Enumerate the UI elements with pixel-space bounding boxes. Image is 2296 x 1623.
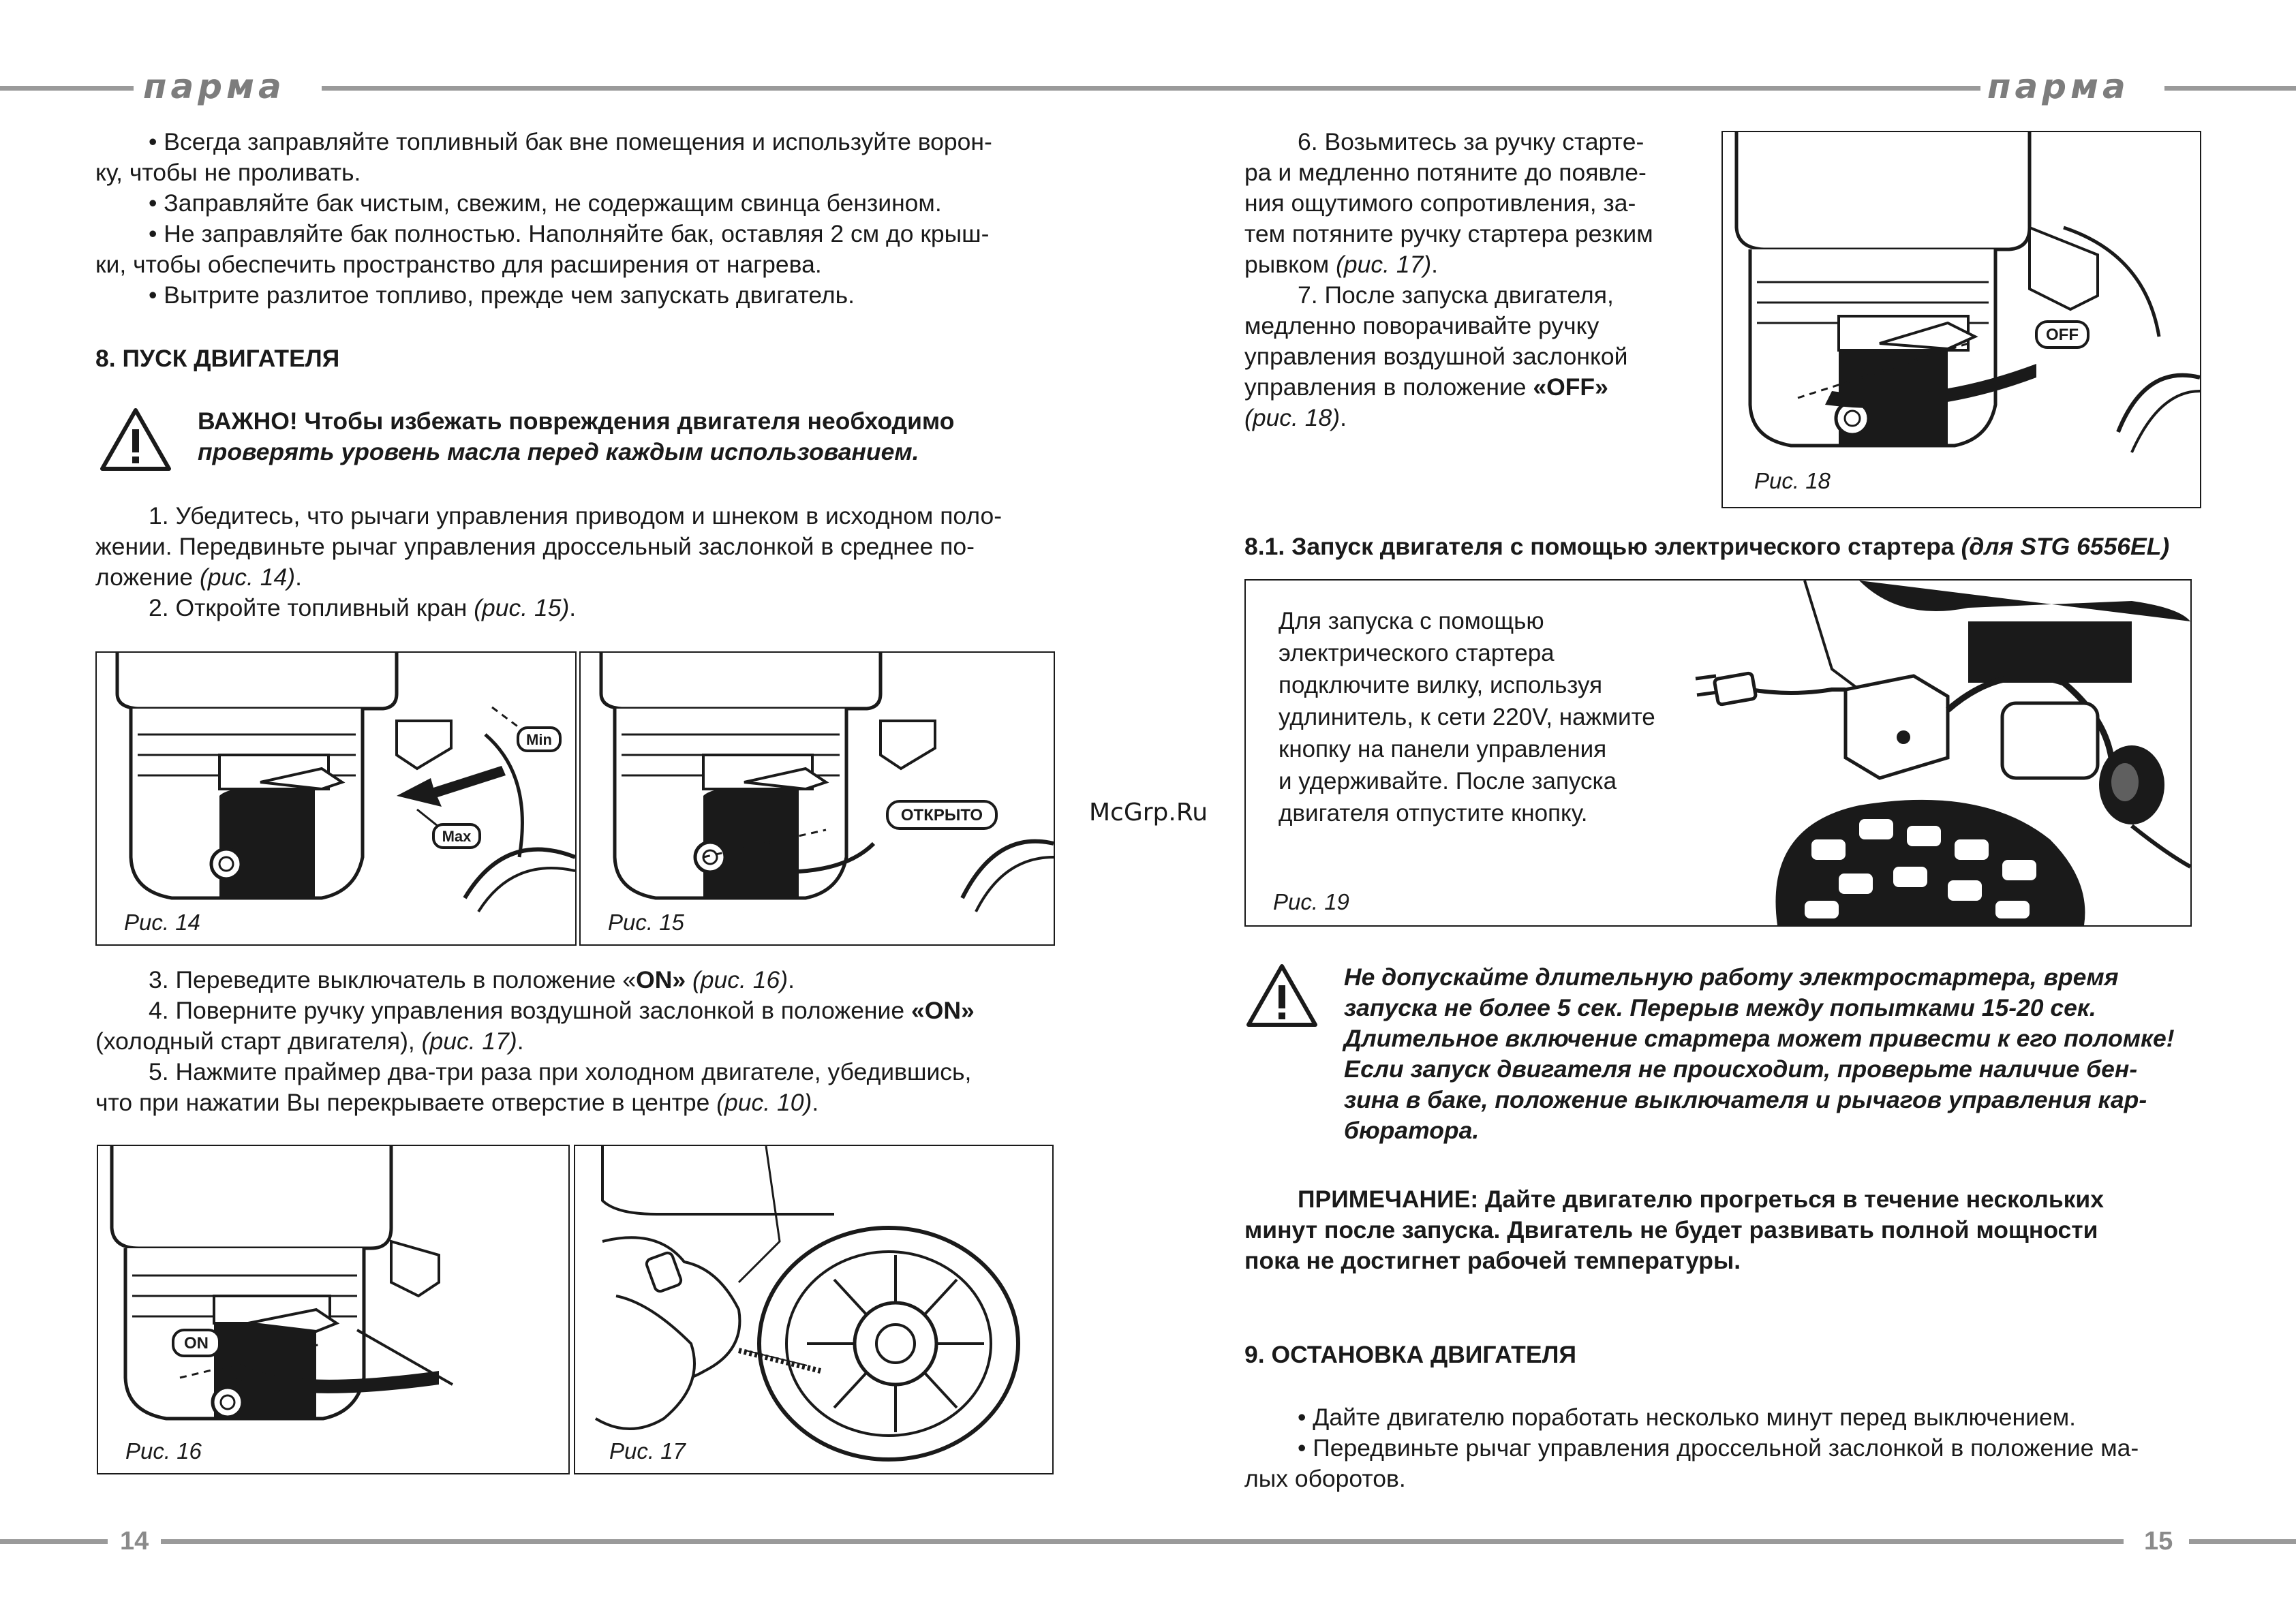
watermark: McGrp.Ru — [1089, 799, 1208, 826]
header-rule-right-b — [2164, 86, 2296, 91]
step-line: (холодный старт двигателя), (рис. 17). — [95, 1027, 524, 1055]
warning-line-2: проверять уровень масла перед каждым использованием. — [198, 438, 919, 465]
step-line: 2. Откройте топливный кран (рис. 15). — [149, 594, 577, 621]
step-line: ложение (рис. 14). — [95, 563, 302, 591]
header-rule-left-b — [322, 86, 1148, 91]
figure-19-caption: Рис. 19 — [1273, 889, 1349, 914]
text-line: электрического стартера — [1279, 640, 1555, 666]
step-line: (рис. 18). — [1244, 404, 1347, 431]
step-line: управления воздушной заслонкой — [1244, 343, 1628, 370]
note-block: ПРИМЕЧАНИЕ: Дайте двигателю прогреться в течение нескольких минут после запуска. Двигатель не будет развивать полной мощности пока не достигнет рабочей температуры. — [1244, 1186, 2104, 1274]
section-9-bullets — [1244, 1402, 2189, 1494]
step-line: рывком (рис. 17). — [1244, 251, 1439, 278]
label-open: ОТКРЫТО — [900, 806, 983, 824]
right-page — [1148, 0, 2296, 1623]
text-line: удлинитель, к сети 220V, нажмите — [1279, 704, 1655, 730]
figure-14-caption: Рис. 14 — [124, 910, 200, 935]
header-rule-left-a — [0, 86, 134, 91]
step-line: 4. Поверните ручку управления воздушной заслонкой в положение «ON» — [149, 997, 975, 1024]
page-number-15: 15 — [2144, 1527, 2173, 1556]
recoil-starter-illustration — [575, 1146, 1052, 1473]
step-line: 6. Возьмитесь за ручку стартe- — [1298, 128, 1644, 155]
step-line: тем потяните ручку стартера резким — [1244, 220, 1653, 247]
step-line: ния ощутимого сопротивления, за- — [1244, 189, 1636, 217]
subsection-title-8-1: 8.1. Запуск двигателя с помощью электрического стартера (для STG 6556EL) — [1244, 533, 2170, 560]
text-line: и удерживайте. После запуска — [1279, 768, 1617, 794]
brand-logo-right: парма — [1987, 67, 2130, 106]
bullet-line: • Не заправляйте бак полностью. Наполняйте бак, оставляя 2 см до крыш- — [149, 220, 990, 247]
footer-rule-left-a — [0, 1539, 108, 1544]
step-line: 5. Нажмите праймер два-три раза при холодном двигателе, убедившись, — [149, 1058, 972, 1085]
bullet-line: • Заправляйте бак чистым, свежим, не содержащим свинца бензином. — [149, 189, 942, 217]
engine-switch-illustration — [98, 1146, 568, 1473]
figure-ref[interactable]: (рис. 14) — [200, 563, 296, 591]
text-line: подключите вилку, используя — [1279, 672, 1603, 698]
label-min: Min — [526, 731, 552, 748]
bullet-line: • Дайте двигателю поработать несколько минут перед выключением. — [1298, 1404, 2076, 1431]
header-rule-right-a — [1148, 86, 1980, 91]
figure-19-text — [1279, 605, 1728, 829]
footer-rule-left-b — [161, 1539, 1148, 1544]
text-line: Для запуска с помощью — [1279, 608, 1544, 634]
figure-ref[interactable]: (рис. 17) — [1336, 251, 1432, 278]
bullet-line: • Передвиньте рычаг управления дроссельной заслонкой в положение ма- — [1298, 1434, 2139, 1462]
engine-choke-off-illustration — [1723, 132, 2200, 507]
footer-rule-right-a — [1148, 1539, 2124, 1544]
section-title-9: 9. ОСТАНОВКА ДВИГАТЕЛЯ — [1244, 1341, 1576, 1368]
step-line: 3. Переведите выключатель в положение «ON» (рис. 16). — [149, 966, 795, 993]
figure-ref[interactable]: (рис. 17) — [421, 1027, 517, 1055]
figure-16-caption: Рис. 16 — [125, 1438, 202, 1464]
figure-ref[interactable]: (рис. 10) — [716, 1089, 812, 1116]
bullet-line: лых оборотов. — [1244, 1465, 1406, 1492]
label-on: ON — [184, 1334, 209, 1352]
figure-ref[interactable]: (рис. 18) — [1244, 404, 1341, 431]
figure-17-caption: Рис. 17 — [609, 1438, 686, 1464]
figure-19 — [1244, 579, 2192, 927]
label-off: OFF — [2046, 326, 2079, 344]
engine-fuel-valve-illustration — [581, 653, 1054, 944]
steps-3-5 — [95, 965, 1050, 1118]
bullet-line: • Вытрите разлитое топливо, прежде чем запускать двигатель. — [149, 281, 855, 309]
figure-18 — [1721, 131, 2201, 508]
starter-warning-block — [1244, 962, 2199, 1160]
step-line: ра и медленно потяните до появле- — [1244, 159, 1647, 186]
starter-warning-text: Не допускайте длительную работу электростартера, время запуска не более 5 сек. Перерыв между попытками 15-20 сек. Длительное включение стартера может привести к его поломке! Если запуск двигателя не происходит, проверьте наличие бен- зина в баке, положение выключателя и рычагов управления кар- бюратора. — [1344, 963, 2175, 1144]
step-line: управления в положение «OFF» — [1244, 373, 1608, 401]
footer-rule-right-b — [2189, 1539, 2296, 1544]
warning-triangle-icon — [1244, 962, 1319, 1030]
figure-15 — [579, 651, 1055, 946]
bullet-line: • Всегда заправляйте топливный бак вне помещения и используйте ворон- — [149, 128, 992, 155]
label-max: Max — [442, 828, 472, 845]
step-line: 7. После запуска двигателя, — [1298, 281, 1614, 309]
engine-choke-illustration — [97, 653, 575, 944]
warning-triangle-icon — [98, 406, 173, 474]
warning-block — [98, 406, 1052, 474]
figure-16 — [97, 1145, 570, 1474]
figure-18-caption: Рис. 18 — [1754, 468, 1831, 493]
text-line: кнопку на панели управления — [1279, 736, 1607, 762]
bullet-line: ки, чтобы обеспечить пространство для расширения от нагрева. — [95, 251, 822, 278]
figure-14 — [95, 651, 577, 946]
figure-ref[interactable]: (рис. 15) — [474, 594, 570, 621]
intro-bullets — [95, 127, 1050, 311]
steps-1-2 — [95, 501, 1050, 623]
section-title-8: 8. ПУСК ДВИГАТЕЛЯ — [95, 345, 340, 372]
step-line: медленно поворачивайте ручку — [1244, 312, 1599, 339]
step-line: что при нажатии Вы перекрываете отверстие в центре (рис. 10). — [95, 1089, 819, 1116]
steps-6-7 — [1244, 127, 1681, 433]
figure-15-caption: Рис. 15 — [608, 910, 684, 935]
step-line: жении. Передвиньте рычаг управления дроссельный заслонкой в среднее по- — [95, 533, 975, 560]
figure-17 — [574, 1145, 1054, 1474]
step-line: 1. Убедитесь, что рычаги управления приводом и шнеком в исходном поло- — [149, 502, 1002, 529]
bullet-line: ку, чтобы не проливать. — [95, 159, 361, 186]
brand-logo-left: парма — [143, 67, 286, 106]
text-line: двигателя отпустите кнопку. — [1279, 800, 1588, 826]
page-number-14: 14 — [120, 1527, 149, 1556]
warning-line-1: ВАЖНО! Чтобы избежать повреждения двигателя необходимо — [198, 407, 955, 435]
figure-ref[interactable]: (рис. 16) — [686, 966, 789, 993]
